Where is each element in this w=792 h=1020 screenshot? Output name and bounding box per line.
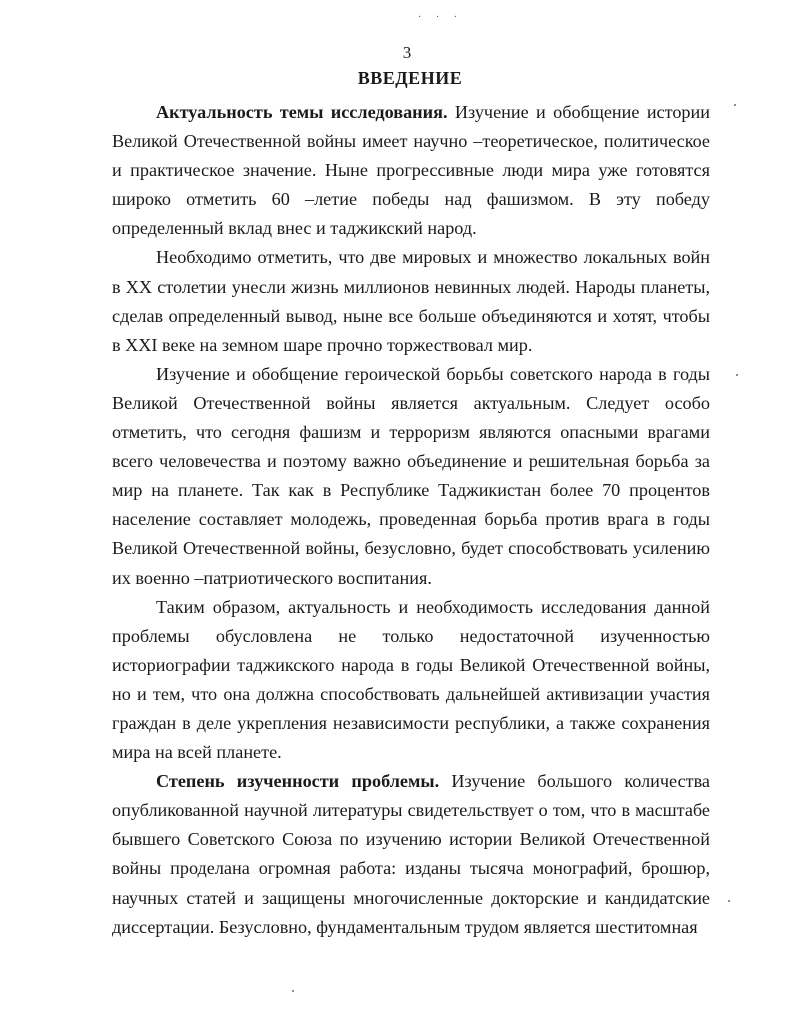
body-text (112, 98, 710, 942)
scan-artifact: · · · (418, 12, 463, 23)
paragraph-conclusion (112, 593, 710, 768)
paragraph-text: Изучение и обобщение истории Великой Отечественной войны имеет научно –теоретическое, политическое и практическое значение. Ныне прогрессивные люди мира уже готовятся широко отметить 60 –летие победы над фашизмом. В эту победу определенный вклад внес и таджикский народ. (112, 102, 710, 239)
paragraph-text: Необходимо отметить, что две мировых и множество локальных войн в XX столетии унесли жизнь миллионов невинных людей. Народы планеты, сделав определенный вывод, ныне все больше объединяются и хотят, чтобы в XXI веке на земном шаре прочно торжествовал мир. (112, 247, 710, 355)
page-title: ВВЕДЕНИЕ (357, 68, 463, 88)
paragraph-lead: Актуальность темы исследования. (156, 102, 448, 122)
scan-speck (736, 374, 738, 376)
scan-speck (292, 990, 294, 992)
paragraph-text: Изучение и обобщение героической борьбы советского народа в годы Великой Отечественной войны является актуальным. Следует особо отметить, что сегодня фашизм и терроризм являются опасными врагами всего человечества и поэтому важно объединение и решительная борьба за мир на планете. Так как в Республике Таджикистан более 70 процентов население составляет молодежь, проведенная борьба против врага в годы Великой Отечественной войны, безусловно, будет способствовать усилению их военно –патриотического воспитания. (112, 363, 710, 588)
paragraph-relevance (112, 98, 710, 243)
paragraph-text: Таким образом, актуальность и необходимость исследования данной проблемы обусловлена не только недостаточной изученностью историографии таджикского народа в годы Великой Отечественной войны, но и тем, что она должна способствовать дальнейшей активизации участия граждан в деле укрепления независимости республики, а также сохранения мира на всей планете. (112, 596, 710, 763)
scan-speck (734, 104, 736, 106)
paragraph-text: Изучение большого количества опубликованной научной литературы свидетельствует о том, что в масштабе бывшего Советского Союза по изучению истории Великой Отечественной войны проделана огромная работа: изданы тысяча монографий, брошюр, научных статей и защищены многочисленные докторские и кандидатские диссертации. Безусловно, фундаментальным трудом является шеститомная (112, 771, 711, 937)
paragraph-lead: Степень изученности проблемы. (156, 771, 440, 792)
scan-speck (728, 900, 730, 902)
page-number: 3 (402, 43, 412, 62)
paragraph-heroic-struggle (112, 360, 710, 593)
paragraph-wars (112, 243, 710, 359)
paragraph-degree-of-study (112, 767, 710, 942)
